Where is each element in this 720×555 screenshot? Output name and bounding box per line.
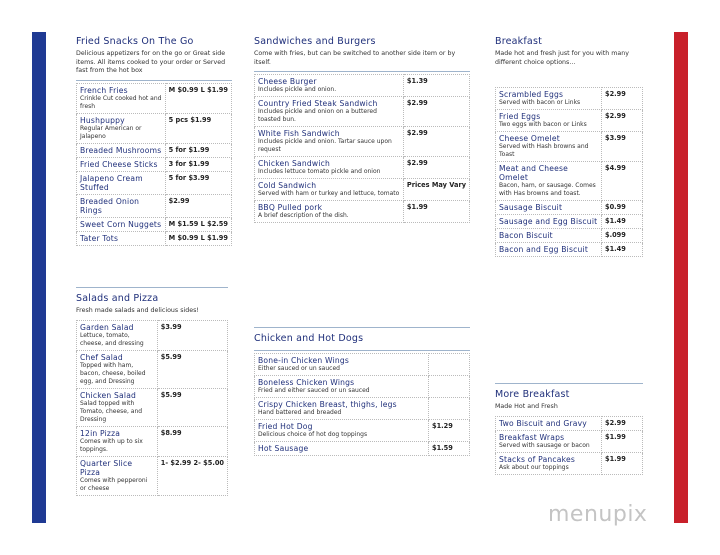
menu-item xyxy=(77,113,232,143)
section-title: Breakfast xyxy=(495,36,543,47)
section-description: Fresh made salads and delicious sides! xyxy=(76,307,199,314)
item-price: $3.99 xyxy=(160,322,182,331)
menu-item xyxy=(77,350,228,388)
menu-item xyxy=(77,456,228,495)
item-name: Breaded Onion Rings xyxy=(80,196,140,215)
item-price: $2.99 xyxy=(605,90,626,99)
item-price: $1.49 xyxy=(605,217,626,226)
item-description: Delicious choice of hot dog toppings xyxy=(258,431,368,438)
item-price: $5.99 xyxy=(160,390,182,399)
item-name: 12in Pizza xyxy=(80,428,121,438)
item-price: $8.99 xyxy=(160,428,182,437)
item-description: Includes pickle and onion on a buttered toasted bun. xyxy=(258,108,377,124)
menu-table xyxy=(495,87,643,257)
item-price: $0.99 xyxy=(605,203,626,212)
item-description: Includes lettuce tomato pickle and onion xyxy=(258,168,381,176)
item-name: Breaded Mushrooms xyxy=(80,145,162,155)
item-name: Boneless Chicken Wings xyxy=(258,378,355,387)
item-price: $1.59 xyxy=(432,444,453,452)
item-price: $2.99 xyxy=(406,159,428,168)
item-name: Chicken Sandwich xyxy=(258,159,331,169)
item-description: Either sauced or un sauced xyxy=(258,365,340,372)
menu-item xyxy=(496,430,643,452)
section-more-breakfast xyxy=(495,383,643,475)
menu-item xyxy=(255,354,470,376)
menu-item xyxy=(255,201,470,223)
menu-item xyxy=(255,179,470,201)
menu-item xyxy=(77,217,232,231)
section-sandwiches xyxy=(254,36,470,223)
item-name: Jalapeno Cream Stuffed xyxy=(80,173,143,192)
menu-item xyxy=(496,162,643,201)
item-description: Crinkle Cut cooked hot and fresh xyxy=(80,94,162,110)
item-name: White Fish Sandwich xyxy=(258,129,340,139)
menu-item xyxy=(77,171,232,194)
menu-item xyxy=(77,83,232,113)
item-price: M $0.99 L $1.99 xyxy=(168,85,228,94)
menu-item xyxy=(496,452,643,474)
menu-item xyxy=(255,376,470,398)
menu-item xyxy=(496,243,643,257)
item-price: $2.99 xyxy=(605,418,626,427)
menupix-watermark: menupix xyxy=(548,502,648,527)
item-description: Lettuce, tomato, cheese, and dressing xyxy=(80,331,144,347)
item-description: Fried and either sauced or un sauced xyxy=(258,387,370,394)
item-name: Breakfast Wraps xyxy=(499,432,565,442)
item-price: M $1.59 L $2.59 xyxy=(168,219,228,228)
item-name: Cheese Omelet xyxy=(499,134,560,144)
section-chicken xyxy=(254,327,470,456)
item-name: BBQ Pulled pork xyxy=(258,203,323,213)
item-description: A brief description of the dish. xyxy=(258,212,349,220)
item-name: Tater Tots xyxy=(80,233,119,243)
item-price: $4.99 xyxy=(605,164,626,173)
item-name: Chicken Salad xyxy=(80,390,137,400)
menu-item xyxy=(77,157,232,171)
menu-table xyxy=(254,74,470,223)
item-description: Comes with up to six toppings. xyxy=(80,437,143,453)
menu-item xyxy=(77,143,232,157)
item-description: Includes pickle and onion. Tartar sauce upon request xyxy=(258,138,392,154)
menu-item xyxy=(255,398,470,420)
item-price: $3.99 xyxy=(605,134,626,143)
item-name: Sausage Biscuit xyxy=(499,203,563,213)
item-description: Served with bacon or Links xyxy=(499,99,581,107)
menu-item xyxy=(255,75,470,97)
item-description: Salad topped with Tomato, cheese, and Dressing xyxy=(80,399,143,423)
blue-stripe xyxy=(32,32,46,523)
item-price: $1.99 xyxy=(406,203,428,212)
item-description: Includes pickle and onion. xyxy=(258,86,337,94)
menu-table xyxy=(254,353,470,456)
item-name: Cheese Burger xyxy=(258,77,317,87)
menu-table xyxy=(76,320,228,496)
item-name: Hot Sausage xyxy=(258,444,309,453)
section-description: Delicious appetizers for on the go or Great side items. All items cooked to your order or Served fast from the hot box xyxy=(76,50,226,75)
item-name: Hushpuppy xyxy=(80,115,125,125)
section-title: Sandwiches and Burgers xyxy=(254,36,376,47)
menu-item xyxy=(255,127,470,157)
item-name: Bacon Biscuit xyxy=(499,231,553,241)
item-price: 5 for $3.99 xyxy=(168,173,210,182)
section-title: More Breakfast xyxy=(495,389,570,400)
item-description: Two eggs with bacon or Links xyxy=(499,121,587,129)
item-price: 1- $2.99 2- $5.00 xyxy=(160,458,224,467)
menu-item xyxy=(77,320,228,350)
menu-item xyxy=(496,88,643,110)
section-title: Chicken and Hot Dogs xyxy=(254,333,364,344)
menu-table xyxy=(76,83,232,246)
item-name: Garden Salad xyxy=(80,322,134,332)
item-description: Topped with ham, bacon, cheese, boiled egg, and Dressing xyxy=(80,361,146,385)
menu-item xyxy=(496,110,643,132)
red-stripe xyxy=(674,32,688,523)
item-description: Served with ham or turkey and lettuce, tomato xyxy=(258,190,400,198)
section-title: Fried Snacks On The Go xyxy=(76,36,194,47)
item-price: $1.29 xyxy=(432,422,453,430)
item-price: 5 pcs $1.99 xyxy=(168,115,212,124)
item-name: Fried Hot Dog xyxy=(258,422,313,431)
item-price: 5 for $1.99 xyxy=(168,145,210,154)
item-price: $1.99 xyxy=(605,454,626,463)
item-price: $2.99 xyxy=(605,112,626,121)
item-price: $1.99 xyxy=(605,432,626,441)
item-name: Two Biscuit and Gravy xyxy=(499,418,587,428)
item-name: Country Fried Steak Sandwich xyxy=(258,99,378,109)
item-name: Cold Sandwich xyxy=(258,181,317,191)
item-price: M $0.99 L $1.99 xyxy=(168,233,228,242)
item-price: 3 for $1.99 xyxy=(168,159,210,168)
menu-item xyxy=(255,420,470,442)
item-name: French Fries xyxy=(80,85,128,95)
menu-item xyxy=(255,97,470,127)
section-description: Come with fries, but can be switched to another side item or by itself. xyxy=(254,50,456,66)
item-price: $5.99 xyxy=(160,352,182,361)
item-name: Quarter Slice Pizza xyxy=(80,458,133,477)
item-name: Meat and Cheese Omelet xyxy=(499,164,569,183)
menu-item xyxy=(77,194,232,217)
menu-item xyxy=(77,426,228,456)
menu-item xyxy=(77,388,228,426)
item-name: Fried Cheese Sticks xyxy=(80,159,158,169)
item-description: Regular American or Jalapeno xyxy=(80,124,142,140)
item-name: Crispy Chicken Breast, thighs, legs xyxy=(258,400,397,409)
menu-item xyxy=(496,215,643,229)
item-description: Served with Hash browns and Toast xyxy=(499,143,589,159)
menu-item xyxy=(496,416,643,430)
section-description: Made Hot and Fresh xyxy=(495,403,558,410)
item-name: Scrambled Eggs xyxy=(499,90,564,100)
item-price: $2.99 xyxy=(406,129,428,138)
section-fried-snacks xyxy=(76,36,232,246)
item-price: Prices May Vary xyxy=(406,181,466,190)
section-salads xyxy=(76,287,228,496)
menu-item xyxy=(255,442,470,456)
item-price: $2.99 xyxy=(406,99,428,108)
menu-item xyxy=(496,132,643,162)
item-name: Stacks of Pancakes xyxy=(499,454,576,464)
item-name: Chef Salad xyxy=(80,352,123,362)
section-description: Made hot and fresh just for you with many different choice options... xyxy=(495,50,629,66)
menu-item xyxy=(255,157,470,179)
menu-item xyxy=(496,201,643,215)
menu-item xyxy=(77,231,232,245)
item-price: $1.39 xyxy=(406,77,428,86)
item-description: Comes with pepperoni or cheese xyxy=(80,476,148,492)
item-description: Hand battered and breaded xyxy=(258,409,342,416)
section-breakfast xyxy=(495,36,643,257)
item-name: Sausage and Egg Biscuit xyxy=(499,217,598,227)
menu-table xyxy=(495,416,643,475)
section-title: Salads and Pizza xyxy=(76,293,159,304)
item-description: Ask about our toppings xyxy=(499,463,569,471)
item-description: Served with sausage or bacon xyxy=(499,441,590,449)
menu-item xyxy=(496,229,643,243)
item-name: Bacon and Egg Biscuit xyxy=(499,245,589,255)
item-name: Sweet Corn Nuggets xyxy=(80,219,162,229)
item-name: Bone-in Chicken Wings xyxy=(258,356,350,365)
item-name: Fried Eggs xyxy=(499,112,541,122)
item-price: $1.49 xyxy=(605,245,626,254)
item-description: Bacon, ham, or sausage. Comes with Has browns and toast. xyxy=(499,182,596,198)
item-price: $.099 xyxy=(605,231,626,240)
item-price: $2.99 xyxy=(168,196,190,205)
